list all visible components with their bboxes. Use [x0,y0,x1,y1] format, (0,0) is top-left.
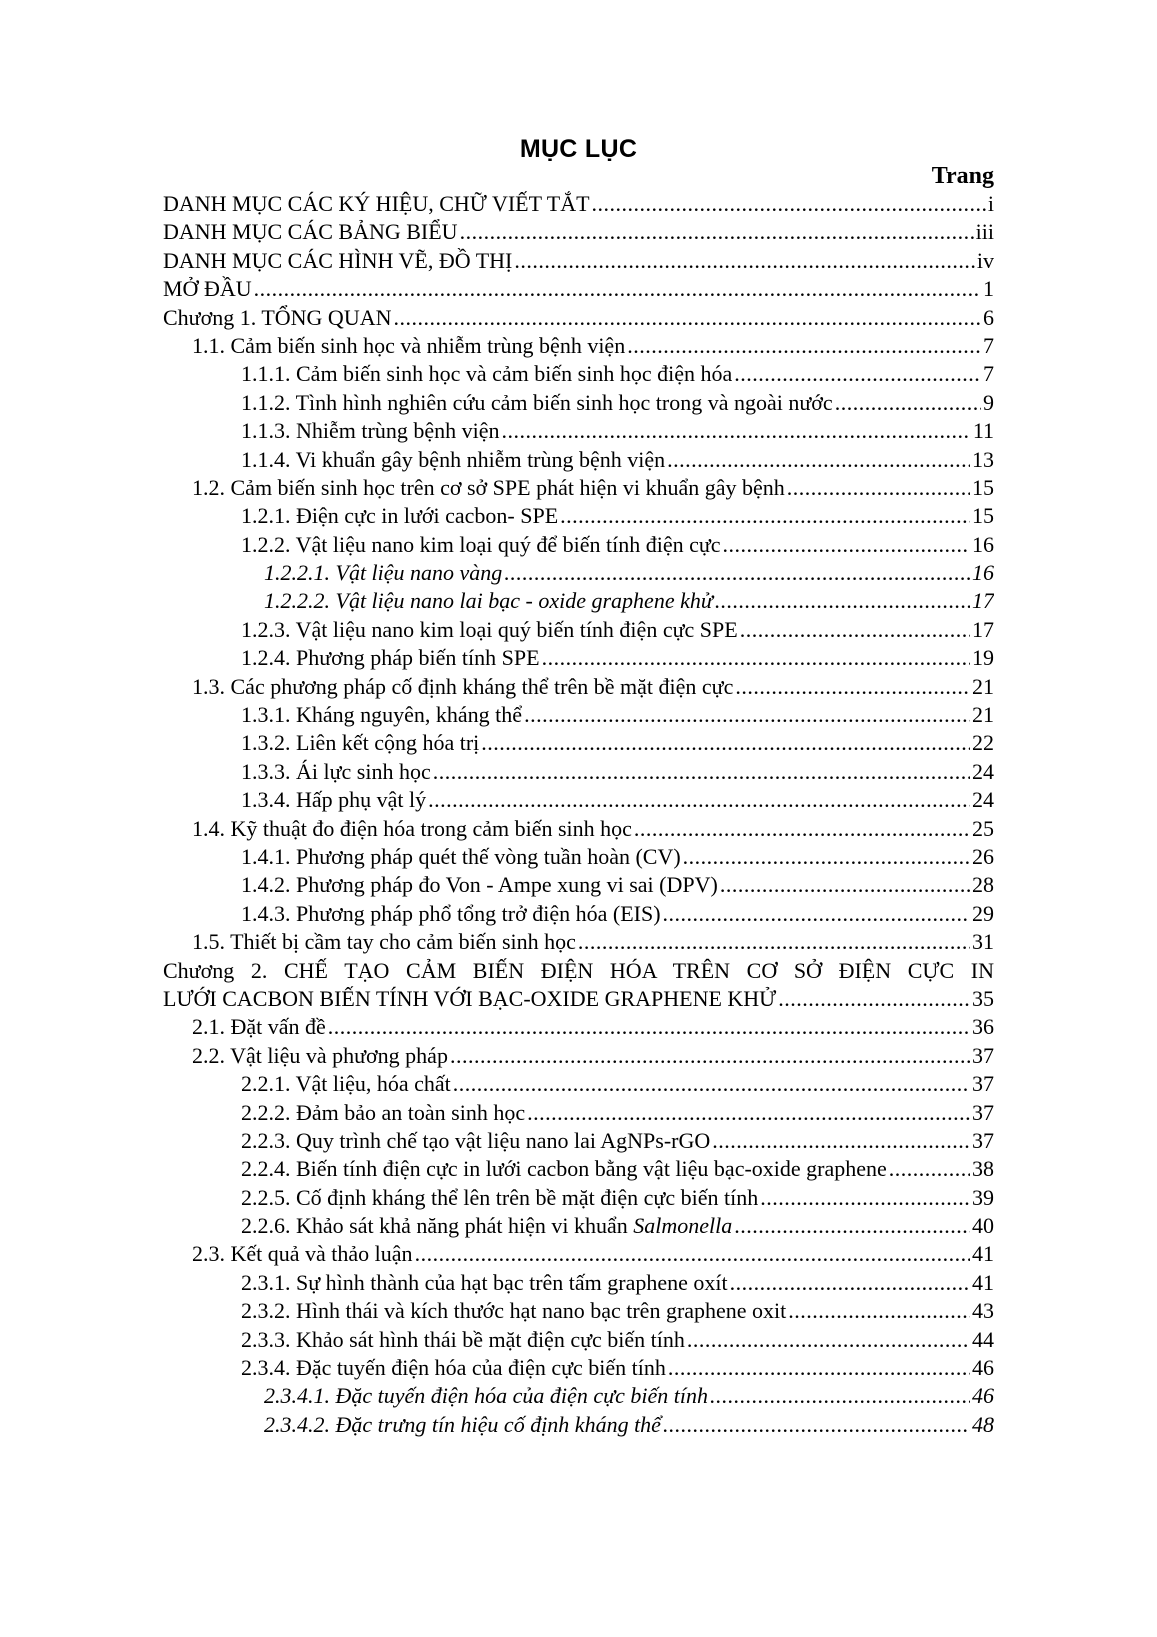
toc-entry[interactable] [163,1382,994,1410]
page-title: MỤC LỤC [519,135,638,163]
toc-entry-text: 1.2.2.2. Vật liệu nano lai bạc - oxide graphene khử [264,588,713,614]
toc-entry-text-italic: Salmonella [633,1213,733,1239]
dot-leader [712,1127,970,1155]
dot-leader [433,758,970,786]
toc-entry-text: 1.2.3. Vật liệu nano kim loại quý biến tính điện cực SPE [241,616,738,642]
toc-entry[interactable] [163,1127,994,1155]
toc-entry-page: 13 [972,446,994,472]
dot-leader [634,815,970,843]
toc-entry-page: 44 [972,1326,994,1352]
toc-entry-page: 21 [972,673,994,699]
dot-leader [740,616,970,644]
dot-leader [328,1013,970,1041]
toc-entry-chapter2-line1[interactable]: Chương 2. CHẾ TẠO CẢM BIẾN ĐIỆN HÓA TRÊN CƠ SỞ ĐIỆN CỰC IN [163,957,994,983]
dot-leader [720,871,970,899]
toc-entry-page: 11 [972,418,994,444]
toc-entry[interactable] [163,1297,994,1325]
toc-entry[interactable] [163,389,994,417]
toc-entry[interactable] [163,900,994,928]
dot-leader [735,673,970,701]
toc-entry-text: 2.3.2. Hình thái và kích thước hạt nano bạc trên graphene oxit [241,1298,787,1324]
toc-entry-text: 2.2.5. Cố định kháng thể lên trên bề mặt điện cực biến tính [241,1184,759,1210]
toc-entry[interactable] [163,247,994,275]
dot-leader [453,1070,970,1098]
toc-entry-page: 35 [972,985,994,1011]
toc-entry[interactable] [163,1240,994,1268]
toc-entry-text: 1.3.3. Ái lực sinh học [241,758,431,784]
toc-entry-text: LƯỚI CACBON BIẾN TÍNH VỚI BẠC-OXIDE GRAPHENE KHỬ [163,985,777,1011]
toc-entry-text: 1.1.2. Tình hình nghiên cứu cảm biến sinh học trong và ngoài nước [241,389,833,415]
toc-entry[interactable] [163,1155,994,1183]
toc-entry[interactable] [163,446,994,474]
toc-entry[interactable] [163,275,994,303]
dot-leader [481,729,970,757]
toc-entry-page: iii [975,219,994,245]
toc-entry-text: 1.2.2.1. Vật liệu nano vàng [264,560,503,586]
page-column-label: Trang [931,163,994,189]
toc-entry-text: Chương 1. TỔNG QUAN [163,304,392,330]
dot-leader [683,843,970,871]
toc-entry[interactable] [163,1269,994,1297]
toc-entry[interactable] [163,673,994,701]
toc-entry[interactable] [163,587,994,615]
toc-entry-text: 1.2.1. Điện cực in lưới cacbon- SPE [241,503,559,529]
toc-entry[interactable] [163,304,994,332]
toc-entry-page: 15 [972,503,994,529]
toc-entry[interactable] [163,1042,994,1070]
toc-entry-text: 1.2.2. Vật liệu nano kim loại quý để biến tính điện cực [241,531,721,557]
dot-leader [415,1240,970,1268]
toc-entry-page: 26 [972,843,994,869]
toc-entry-text: DANH MỤC CÁC HÌNH VẼ, ĐỒ THỊ [163,247,513,273]
toc-entry-page: 29 [972,900,994,926]
toc-entry-page: 43 [972,1298,994,1324]
toc-entry[interactable] [163,815,994,843]
toc-entry-page: 24 [972,758,994,784]
toc-entry[interactable] [163,758,994,786]
dot-leader [460,218,974,246]
toc-entry[interactable] [163,616,994,644]
toc-entry[interactable] [163,843,994,871]
dot-leader [889,1155,970,1183]
toc-entry[interactable] [163,190,994,218]
toc-entry-text: 1.4.1. Phương pháp quét thế vòng tuần hoàn (CV) [241,843,681,869]
dot-leader [787,474,970,502]
toc-entry[interactable] [163,786,994,814]
toc-entry[interactable] [163,1212,994,1240]
table-of-contents [163,190,994,1439]
toc-entry-text: 2.3.4. Đặc tuyến điện hóa của điện cực biến tính [241,1355,666,1381]
toc-entry-text: 2.3.4.2. Đặc trưng tín hiệu cố định kháng thể [264,1411,661,1437]
toc-entry[interactable] [163,1070,994,1098]
toc-entry[interactable] [163,1411,994,1439]
toc-entry-page: 19 [972,645,994,671]
dot-leader [835,389,981,417]
toc-entry-page: 21 [972,702,994,728]
toc-entry-page: 37 [972,1071,994,1097]
dot-leader [663,900,970,928]
toc-entry-page: 25 [972,815,994,841]
toc-entry-text: 1.1.3. Nhiễm trùng bệnh viện [241,418,500,444]
toc-entry-page: 9 [983,389,994,415]
toc-entry-page: 22 [972,730,994,756]
toc-entry-page: 7 [983,332,994,358]
dot-leader [723,531,970,559]
dot-leader [663,1411,970,1439]
toc-entry-page: 15 [972,474,994,500]
dot-leader [715,587,970,615]
toc-entry[interactable] [163,701,994,729]
toc-entry[interactable] [163,559,994,587]
toc-entry-text: 2.2.2. Đảm bảo an toàn sinh học [241,1099,526,1125]
toc-entry-page: 46 [972,1355,994,1381]
toc-entry[interactable] [163,644,994,672]
toc-entry-text: 1.1.4. Vi khuẩn gây bệnh nhiễm trùng bệnh viện [241,446,666,472]
dot-leader [501,417,970,445]
toc-entry[interactable] [163,871,994,899]
toc-entry-text: 1.4. Kỹ thuật đo điện hóa trong cảm biến sinh học [192,815,632,841]
dot-leader [592,190,986,218]
toc-entry-page: 37 [972,1127,994,1153]
dot-leader [788,1297,970,1325]
toc-entry-text: 2.1. Đặt vấn đề [192,1014,326,1040]
toc-entry[interactable] [163,332,994,360]
toc-entry-text: 2.3.4.1. Đặc tuyến điện hóa của điện cực biến tính [264,1383,708,1409]
toc-entry-text: 2.3. Kết quả và thảo luận [192,1241,413,1267]
toc-entry-page: 24 [972,787,994,813]
toc-entry-page: 48 [972,1411,994,1437]
toc-entry-page: 1 [983,276,994,302]
toc-entry-text: 1.2.4. Phương pháp biến tính SPE [241,645,540,671]
toc-entry-text: 2.3.1. Sự hình thành của hạt bạc trên tấm graphene oxít [241,1269,728,1295]
toc-entry-text: 1.3. Các phương pháp cố định kháng thể trên bề mặt điện cực [192,673,734,699]
toc-entry[interactable] [163,1354,994,1382]
toc-entry[interactable] [163,417,994,445]
toc-entry-page: 37 [972,1042,994,1068]
toc-entry-page: 17 [972,588,994,614]
dot-leader [560,502,970,530]
toc-entry-text: 2.2. Vật liệu và phương pháp [192,1042,448,1068]
toc-entry-page: i [987,191,994,216]
toc-entry-page: 17 [972,616,994,642]
dot-leader [394,304,982,332]
toc-entry-text: 2.2.4. Biến tính điện cực in lưới cacbon bằng vật liệu bạc-oxide graphene [241,1156,887,1182]
dot-leader [734,1212,970,1240]
dot-leader [668,1354,970,1382]
toc-entry[interactable] [163,1326,994,1354]
toc-entry-text [241,1212,732,1240]
dot-leader [514,247,975,275]
toc-entry-text: 1.5. Thiết bị cầm tay cho cảm biến sinh học [192,929,576,955]
dot-leader [428,786,970,814]
toc-entry[interactable] [163,928,994,956]
toc-entry-text: 1.3.4. Hấp phụ vật lý [241,787,427,813]
dot-leader [667,446,970,474]
toc-entry-page: 28 [972,872,994,898]
toc-entry-page: 38 [972,1156,994,1182]
dot-leader [710,1382,970,1410]
toc-entry-page: 6 [983,304,994,330]
toc-entry-text: 1.3.1. Kháng nguyên, kháng thể [241,702,523,728]
dot-leader [778,985,970,1013]
toc-entry-text: 1.1. Cảm biến sinh học và nhiễm trùng bệnh viện [192,332,626,358]
dot-leader [542,644,970,672]
toc-entry-text: 2.2.3. Quy trình chế tạo vật liệu nano lai AgNPs-rGO [241,1127,711,1153]
toc-entry-page: 40 [972,1213,994,1239]
toc-entry-page: 41 [972,1269,994,1295]
dot-leader [734,360,981,388]
dot-leader [254,275,981,303]
toc-entry-text: 2.3.3. Khảo sát hình thái bề mặt điện cực biến tính [241,1326,685,1352]
toc-entry-text: 1.1.1. Cảm biến sinh học và cảm biến sinh học điện hóa [241,361,733,387]
toc-entry-page: 16 [972,531,994,557]
toc-entry[interactable] [163,1013,994,1041]
toc-entry[interactable] [163,985,994,1013]
toc-entry[interactable] [163,1184,994,1212]
toc-entry-page: 31 [972,929,994,955]
toc-entry[interactable] [163,729,994,757]
toc-entry-page: iv [976,247,994,273]
toc-entry-page: 36 [972,1014,994,1040]
dot-leader [578,928,970,956]
toc-entry-text: 1.2. Cảm biến sinh học trên cơ sở SPE phát hiện vi khuẩn gây bệnh [192,474,785,500]
toc-entry-text: DANH MỤC CÁC KÝ HIỆU, CHỮ VIẾT TẮT [163,191,590,216]
toc-entry-text: 1.3.2. Liên kết cộng hóa trị [241,730,480,756]
toc-entry-text: 1.4.3. Phương pháp phổ tổng trở điện hóa (EIS) [241,900,661,926]
toc-entry-text: DANH MỤC CÁC BẢNG BIỂU [163,219,458,245]
toc-entry[interactable] [163,360,994,388]
toc-entry-page: 39 [972,1184,994,1210]
dot-leader [760,1184,970,1212]
toc-entry[interactable] [163,1099,994,1127]
dot-leader [504,559,970,587]
toc-entry[interactable] [163,474,994,502]
toc-entry-text: MỞ ĐẦU [163,276,252,302]
toc-entry[interactable] [163,218,994,246]
toc-entry-text: 1.4.2. Phương pháp đo Von - Ampe xung vi sai (DPV) [241,872,718,898]
toc-entry-page: 37 [972,1099,994,1125]
dot-leader [527,1099,970,1127]
toc-entry-text: 2.2.1. Vật liệu, hóa chất [241,1071,451,1097]
dot-leader [730,1269,970,1297]
dot-leader [687,1326,970,1354]
toc-entry-page: 16 [972,560,994,586]
toc-entry[interactable] [163,502,994,530]
dot-leader [627,332,981,360]
dot-leader [450,1042,970,1070]
toc-entry-text-main: 2.2.6. Khảo sát khả năng phát hiện vi khuẩn [241,1213,634,1239]
toc-entry-page: 41 [972,1241,994,1267]
toc-entry-page: 7 [983,361,994,387]
toc-entry[interactable] [163,531,994,559]
dot-leader [524,701,970,729]
toc-entry-page: 46 [972,1383,994,1409]
